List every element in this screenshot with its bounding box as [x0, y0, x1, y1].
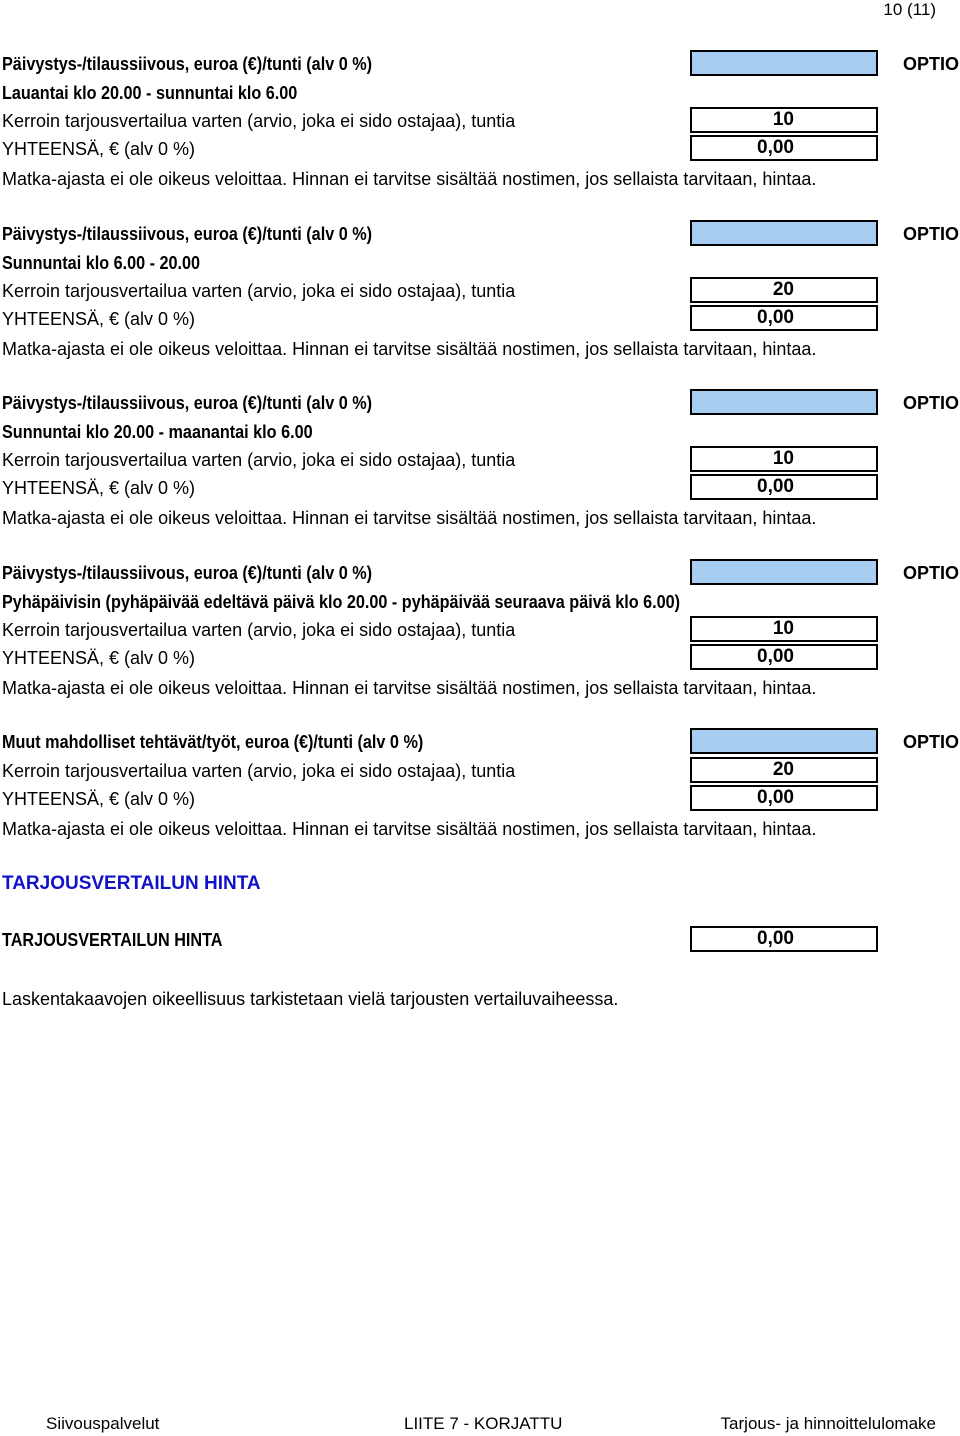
section-note: Matka-ajasta ei ole oikeus veloittaa. Hinnan ei tarvitse sisältää nostimen, jos sellaista tarvitaan, hintaa.: [2, 819, 817, 839]
comparison-heading: TARJOUSVERTAILUN HINTA: [2, 873, 261, 894]
kerroin-label: Kerroin tarjousvertailua varten (arvio, joka ei sido ostajaa), tuntia: [2, 111, 516, 131]
comparison-value: 0,00: [690, 926, 878, 952]
kerroin-value: 20: [690, 757, 878, 783]
optio-label: OPTIO: [903, 393, 960, 413]
section-title: Muut mahdolliset tehtävät/työt, euroa (€)/tunti (alv 0 %): [2, 732, 424, 752]
footer-right: Tarjous- ja hinnoittelulomake: [720, 1414, 936, 1433]
optio-label: OPTIO: [903, 224, 960, 244]
section-subtitle: Lauantai klo 20.00 - sunnuntai klo 6.00: [2, 83, 298, 103]
total-label: YHTEENSÄ, € (alv 0 %): [2, 309, 196, 329]
section-note: Matka-ajasta ei ole oikeus veloittaa. Hinnan ei tarvitse sisältää nostimen, jos sellaista tarvitaan, hintaa.: [2, 678, 817, 698]
section-title: Päivystys-/tilaussiivous, euroa (€)/tunti (alv 0 %): [2, 54, 373, 74]
total-label: YHTEENSÄ, € (alv 0 %): [2, 478, 196, 498]
optio-label: OPTIO: [903, 732, 960, 752]
kerroin-value: 10: [690, 616, 878, 642]
optio-label: OPTIO: [903, 54, 960, 74]
hourly-price-input[interactable]: [690, 389, 878, 415]
section-subtitle: Sunnuntai klo 6.00 - 20.00: [2, 253, 201, 273]
hourly-price-input[interactable]: [690, 728, 878, 754]
hourly-price-input[interactable]: [690, 50, 878, 76]
total-label: YHTEENSÄ, € (alv 0 %): [2, 648, 196, 668]
comparison-label: TARJOUSVERTAILUN HINTA: [2, 930, 223, 950]
section-subtitle: Sunnuntai klo 20.00 - maanantai klo 6.00: [2, 422, 313, 442]
kerroin-label: Kerroin tarjousvertailua varten (arvio, joka ei sido ostajaa), tuntia: [2, 761, 516, 781]
section-note: Matka-ajasta ei ole oikeus veloittaa. Hinnan ei tarvitse sisältää nostimen, jos sellaista tarvitaan, hintaa.: [2, 508, 817, 528]
total-label: YHTEENSÄ, € (alv 0 %): [2, 789, 196, 809]
kerroin-value: 10: [690, 446, 878, 472]
section-title: Päivystys-/tilaussiivous, euroa (€)/tunti (alv 0 %): [2, 224, 373, 244]
total-value: 0,00: [690, 135, 878, 161]
optio-label: OPTIO: [903, 563, 960, 583]
kerroin-value: 10: [690, 107, 878, 133]
page-number: 10 (11): [883, 0, 936, 19]
section-title: Päivystys-/tilaussiivous, euroa (€)/tunti (alv 0 %): [2, 393, 373, 413]
total-label: YHTEENSÄ, € (alv 0 %): [2, 139, 196, 159]
kerroin-label: Kerroin tarjousvertailua varten (arvio, joka ei sido ostajaa), tuntia: [2, 450, 516, 470]
footer-center: LIITE 7 - KORJATTU: [404, 1414, 563, 1433]
kerroin-label: Kerroin tarjousvertailua varten (arvio, joka ei sido ostajaa), tuntia: [2, 620, 516, 640]
kerroin-label: Kerroin tarjousvertailua varten (arvio, joka ei sido ostajaa), tuntia: [2, 281, 516, 301]
section-subtitle: Pyhäpäivisin (pyhäpäivää edeltävä päivä klo 20.00 - pyhäpäivää seuraava päivä klo 6.00): [2, 592, 681, 612]
section-note: Matka-ajasta ei ole oikeus veloittaa. Hinnan ei tarvitse sisältää nostimen, jos sellaista tarvitaan, hintaa.: [2, 169, 817, 189]
total-value: 0,00: [690, 305, 878, 331]
total-value: 0,00: [690, 644, 878, 670]
total-value: 0,00: [690, 474, 878, 500]
section-note: Matka-ajasta ei ole oikeus veloittaa. Hinnan ei tarvitse sisältää nostimen, jos sellaista tarvitaan, hintaa.: [2, 339, 817, 359]
section-title: Päivystys-/tilaussiivous, euroa (€)/tunti (alv 0 %): [2, 563, 373, 583]
total-value: 0,00: [690, 785, 878, 811]
hourly-price-input[interactable]: [690, 220, 878, 246]
hourly-price-input[interactable]: [690, 559, 878, 585]
comparison-note: Laskentakaavojen oikeellisuus tarkistetaan vielä tarjousten vertailuvaiheessa.: [2, 989, 619, 1009]
kerroin-value: 20: [690, 277, 878, 303]
footer-left: Siivouspalvelut: [46, 1414, 160, 1433]
